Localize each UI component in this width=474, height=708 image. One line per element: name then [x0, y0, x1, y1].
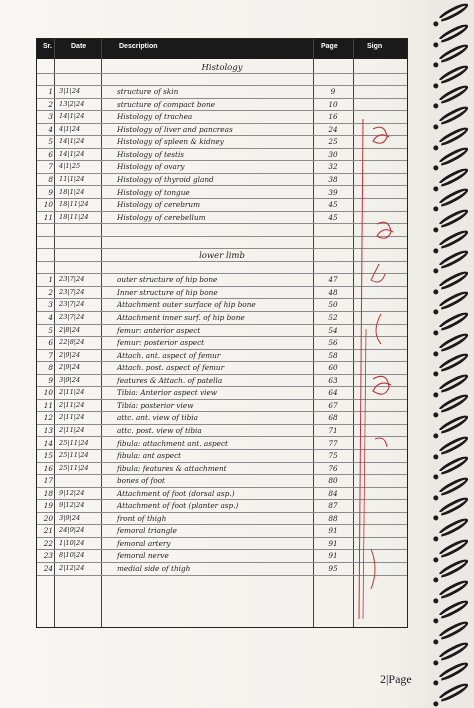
cell-desc: Histology of spleen & kidney — [117, 137, 224, 147]
spiral-ring — [436, 495, 470, 519]
cell-sr: 1 — [48, 87, 53, 97]
cell-sr: 8 — [48, 363, 53, 373]
cell-date: 14|1|24 — [59, 112, 85, 121]
cell-page: 95 — [328, 564, 338, 573]
blank-row — [37, 74, 407, 87]
table-row — [37, 287, 407, 300]
table-row — [37, 124, 407, 137]
spiral-ring — [436, 248, 470, 272]
cell-page: 91 — [328, 538, 338, 548]
spiral-ring — [436, 536, 470, 560]
spiral-ring — [436, 268, 470, 292]
spiral-ring — [436, 660, 470, 684]
cell-date: 25|11|24 — [59, 463, 89, 472]
cell-desc: fibula: features & attachment — [117, 463, 227, 473]
spiral-ring — [436, 330, 470, 354]
cell-date: 2|8|24 — [59, 325, 81, 334]
cell-page: 75 — [328, 451, 338, 461]
cell-page: 60 — [328, 363, 338, 373]
table-row — [37, 387, 407, 400]
table-row — [37, 325, 407, 338]
page-number: 2|Page — [380, 672, 412, 686]
cell-date: 9|12|24 — [59, 501, 85, 510]
header-sr: Sr. — [43, 43, 52, 50]
cell-page: 67 — [328, 400, 338, 410]
cell-page: 80 — [328, 476, 338, 486]
cell-sr: 5 — [48, 325, 53, 335]
section-title: lower limb — [199, 251, 245, 262]
cell-desc: femoral nerve — [117, 551, 169, 561]
cell-date: 9|12|24 — [59, 488, 85, 497]
blank-row — [37, 224, 407, 237]
cell-sr: 3 — [48, 300, 53, 310]
cell-date: 4|1|25 — [59, 162, 81, 171]
cell-sr: 11 — [43, 212, 53, 222]
cell-desc: attc. post. view of tibia — [117, 425, 202, 435]
cell-desc: Histology of trachea — [117, 112, 193, 122]
spiral-ring — [436, 392, 470, 416]
cell-date: 14|1|24 — [59, 137, 85, 146]
cell-page: 91 — [328, 526, 338, 536]
spiral-ring — [436, 186, 470, 210]
header-description: Description — [119, 43, 158, 50]
cell-page: 45 — [328, 212, 338, 222]
cell-sr: 4 — [48, 313, 53, 322]
cell-date: 2|12|24 — [59, 564, 85, 572]
cell-desc: features & Attach. of patella — [117, 375, 223, 385]
table-row — [37, 550, 407, 563]
cell-page: 68 — [328, 413, 338, 423]
table-row — [37, 362, 407, 375]
blank-row — [37, 61, 407, 74]
cell-sr: 7 — [48, 350, 53, 360]
cell-desc: Attachment of foot (dorsal asp.) — [117, 488, 235, 498]
cell-page: 9 — [330, 87, 336, 97]
cell-page: 71 — [328, 425, 338, 435]
cell-page: 87 — [328, 501, 338, 511]
cell-page: 24 — [328, 124, 338, 134]
spiral-binding — [428, 0, 474, 708]
cell-sr: 13 — [43, 425, 53, 435]
cell-sr: 6 — [48, 338, 53, 348]
cell-sr: 5 — [48, 137, 53, 147]
section-title: Histology — [201, 63, 243, 73]
cell-sr: 20 — [43, 513, 53, 523]
cell-desc: Histology of tongue — [117, 187, 190, 197]
table-header — [37, 39, 407, 59]
cell-sr: 8 — [48, 174, 53, 184]
cell-date: 2|11|24 — [59, 413, 85, 422]
spiral-ring — [436, 371, 470, 395]
cell-sr: 7 — [48, 162, 53, 172]
cell-sr: 10 — [43, 200, 53, 210]
cell-sr: 24 — [43, 564, 53, 573]
cell-date: 4|1|24 — [59, 124, 81, 133]
cell-date: 14|1|24 — [59, 149, 85, 158]
cell-sr: 18 — [43, 488, 53, 498]
table-row — [37, 111, 407, 124]
cell-date: 3|9|24 — [59, 375, 81, 384]
spiral-ring — [436, 516, 470, 540]
cell-sr: 10 — [43, 388, 53, 398]
spiral-ring — [436, 557, 470, 581]
cell-page: 91 — [328, 551, 338, 561]
cell-page: 30 — [328, 149, 338, 159]
cell-page: 39 — [328, 187, 338, 197]
table-row — [37, 488, 407, 501]
cell-date: 8|10|24 — [59, 551, 85, 560]
cell-date: 2|11|24 — [59, 400, 85, 409]
table-row — [37, 513, 407, 526]
cell-date: 22|8|24 — [59, 338, 85, 347]
cell-sr: 17 — [43, 476, 53, 486]
table-row — [37, 500, 407, 513]
cell-desc: Tibia: Anterior aspect view — [117, 388, 218, 398]
spiral-ring — [436, 227, 470, 251]
cell-date: 18|11|24 — [59, 212, 89, 221]
cell-desc: Attach. ant. aspect of femur — [117, 350, 221, 360]
table-row — [37, 425, 407, 438]
cell-sr: 14 — [43, 438, 53, 448]
cell-page: 48 — [328, 287, 338, 297]
cell-page: 64 — [328, 388, 338, 398]
spiral-ring — [436, 83, 470, 107]
blank-row — [37, 249, 407, 262]
cell-desc: femoral artery — [117, 538, 171, 548]
cell-sr: 21 — [43, 526, 53, 536]
cell-date: 1|10|24 — [59, 538, 85, 547]
cell-sr: 12 — [43, 413, 53, 423]
cell-page: 58 — [328, 350, 338, 360]
table-row — [37, 438, 407, 451]
spiral-ring — [436, 62, 470, 86]
spiral-ring — [436, 598, 470, 622]
table-row — [37, 99, 407, 112]
table-row — [37, 174, 407, 187]
cell-desc: Histology of ovary — [117, 162, 185, 172]
cell-desc: Attachment inner surf. of hip bone — [117, 313, 245, 322]
cell-desc: bones of foot — [117, 476, 165, 486]
spiral-ring — [436, 577, 470, 601]
cell-page: 47 — [328, 275, 338, 285]
table-row — [37, 463, 407, 476]
cell-sr: 9 — [48, 187, 53, 197]
table-row — [37, 412, 407, 425]
cell-page: 76 — [328, 463, 338, 473]
cell-date: 2|9|24 — [59, 350, 81, 359]
table-row — [37, 149, 407, 162]
table-row — [37, 475, 407, 488]
spiral-ring — [436, 42, 470, 66]
table-row — [37, 350, 407, 363]
cell-desc: Attach. post. aspect of femur — [117, 363, 225, 373]
header-page: Page — [321, 43, 338, 50]
cell-sr: 23 — [43, 551, 53, 561]
cell-page: 88 — [328, 513, 338, 523]
cell-desc: Histology of testis — [117, 149, 185, 159]
spiral-ring — [436, 433, 470, 457]
cell-sr: 6 — [48, 149, 53, 159]
cell-page: 45 — [328, 200, 338, 210]
cell-sr: 4 — [48, 124, 53, 134]
cell-desc: outer structure of hip bone — [117, 275, 218, 285]
cell-date: 24|9|24 — [59, 526, 85, 535]
table-row — [37, 525, 407, 538]
blank-row — [37, 262, 407, 275]
cell-date: 3|9|24 — [59, 513, 81, 522]
cell-desc: Tibia: posterior view — [117, 400, 194, 410]
cell-page: 32 — [328, 162, 338, 172]
cell-date: 23|7|24 — [59, 300, 85, 309]
table-row — [37, 299, 407, 312]
header-sign: Sign — [367, 43, 383, 50]
cell-sr: 16 — [43, 463, 53, 473]
cell-page: 54 — [328, 325, 338, 335]
table-row — [37, 375, 407, 388]
spiral-ring — [436, 1, 470, 25]
cell-desc: Histology of cerebrum — [117, 200, 201, 210]
cell-sr: 22 — [43, 538, 53, 548]
cell-sr: 2 — [48, 287, 53, 297]
cell-sr: 1 — [48, 275, 53, 285]
table-row — [37, 538, 407, 551]
header-date: Date — [71, 43, 87, 50]
cell-date: 13|2|24 — [59, 99, 85, 108]
cell-date: 3|1|24 — [59, 87, 81, 96]
spiral-ring — [436, 21, 470, 45]
cell-desc: front of thigh — [117, 513, 167, 523]
cell-sr: 9 — [48, 375, 53, 385]
table-row — [37, 312, 407, 325]
spiral-ring — [436, 413, 470, 437]
cell-page: 77 — [328, 438, 338, 448]
cell-page: 16 — [328, 112, 338, 122]
cell-date: 2|11|24 — [59, 425, 85, 434]
cell-sr: 11 — [43, 400, 53, 410]
table-row — [37, 563, 407, 576]
cell-date: 18|1|24 — [59, 187, 85, 196]
spiral-ring — [436, 639, 470, 663]
table-row — [37, 136, 407, 149]
cell-desc: femoral triangle — [117, 526, 177, 536]
cell-page: 56 — [328, 338, 338, 348]
cell-desc: femur: posterior aspect — [117, 338, 205, 348]
blank-row — [37, 237, 407, 250]
cell-desc: Histology of cerebellum — [117, 212, 206, 222]
table-row — [37, 400, 407, 413]
cell-desc: structure of skin — [117, 87, 179, 97]
cell-date: 23|7|24 — [59, 287, 85, 296]
table-row — [37, 161, 407, 174]
cell-desc: structure of compact bone — [117, 99, 215, 109]
cell-page: 25 — [328, 137, 338, 147]
cell-desc: Inner structure of hip bone — [117, 287, 218, 297]
cell-date: 11|1|24 — [59, 174, 85, 183]
cell-desc: femur: anterior aspect — [117, 325, 201, 335]
spiral-ring — [436, 289, 470, 313]
cell-desc: fibula: attachment ant. aspect — [117, 438, 228, 448]
cell-date: 2|11|24 — [59, 388, 85, 397]
cell-date: 2|9|24 — [59, 363, 81, 372]
cell-sr: 2 — [48, 99, 53, 109]
table-row — [37, 450, 407, 463]
cell-date: 23|7|24 — [59, 275, 85, 284]
table-row — [37, 337, 407, 350]
cell-page: 52 — [328, 313, 338, 322]
table-row — [37, 86, 407, 99]
cell-desc: Attachment of foot (planter asp.) — [117, 501, 239, 511]
spiral-ring — [436, 680, 470, 704]
cell-desc: medial side of thigh — [117, 564, 191, 573]
cell-desc: Attachment outer surface of hip bone — [117, 300, 256, 310]
cell-desc: Histology of thyroid gland — [117, 174, 214, 184]
cell-date: 23|7|24 — [59, 313, 85, 321]
cell-page: 63 — [328, 375, 338, 385]
cell-sr: 15 — [43, 451, 53, 461]
table-row — [37, 212, 407, 225]
cell-page: 84 — [328, 488, 338, 498]
table-row — [37, 187, 407, 200]
spiral-ring — [436, 474, 470, 498]
cell-desc: attc. ant. view of tibia — [117, 413, 198, 423]
cell-page: 38 — [328, 174, 338, 184]
index-table — [36, 38, 408, 628]
spiral-ring — [436, 104, 470, 128]
cell-page: 50 — [328, 300, 338, 310]
cell-sr: 3 — [48, 112, 53, 122]
cell-desc: Histology of liver and pancreas — [117, 124, 233, 134]
spiral-ring — [436, 351, 470, 375]
cell-sr: 19 — [43, 501, 53, 511]
cell-date: 25|11|24 — [59, 438, 89, 447]
table-row — [37, 274, 407, 287]
cell-page: 10 — [328, 99, 338, 109]
spiral-ring — [436, 124, 470, 148]
spiral-ring — [436, 165, 470, 189]
spiral-ring — [436, 145, 470, 169]
cell-date: 18|11|24 — [59, 200, 89, 209]
spiral-ring — [436, 619, 470, 643]
cell-date: 25|11|24 — [59, 451, 89, 460]
spiral-ring — [436, 310, 470, 334]
cell-desc: fibula: ant aspect — [117, 451, 182, 461]
spiral-ring — [436, 454, 470, 478]
table-row — [37, 199, 407, 212]
spiral-ring — [436, 207, 470, 231]
